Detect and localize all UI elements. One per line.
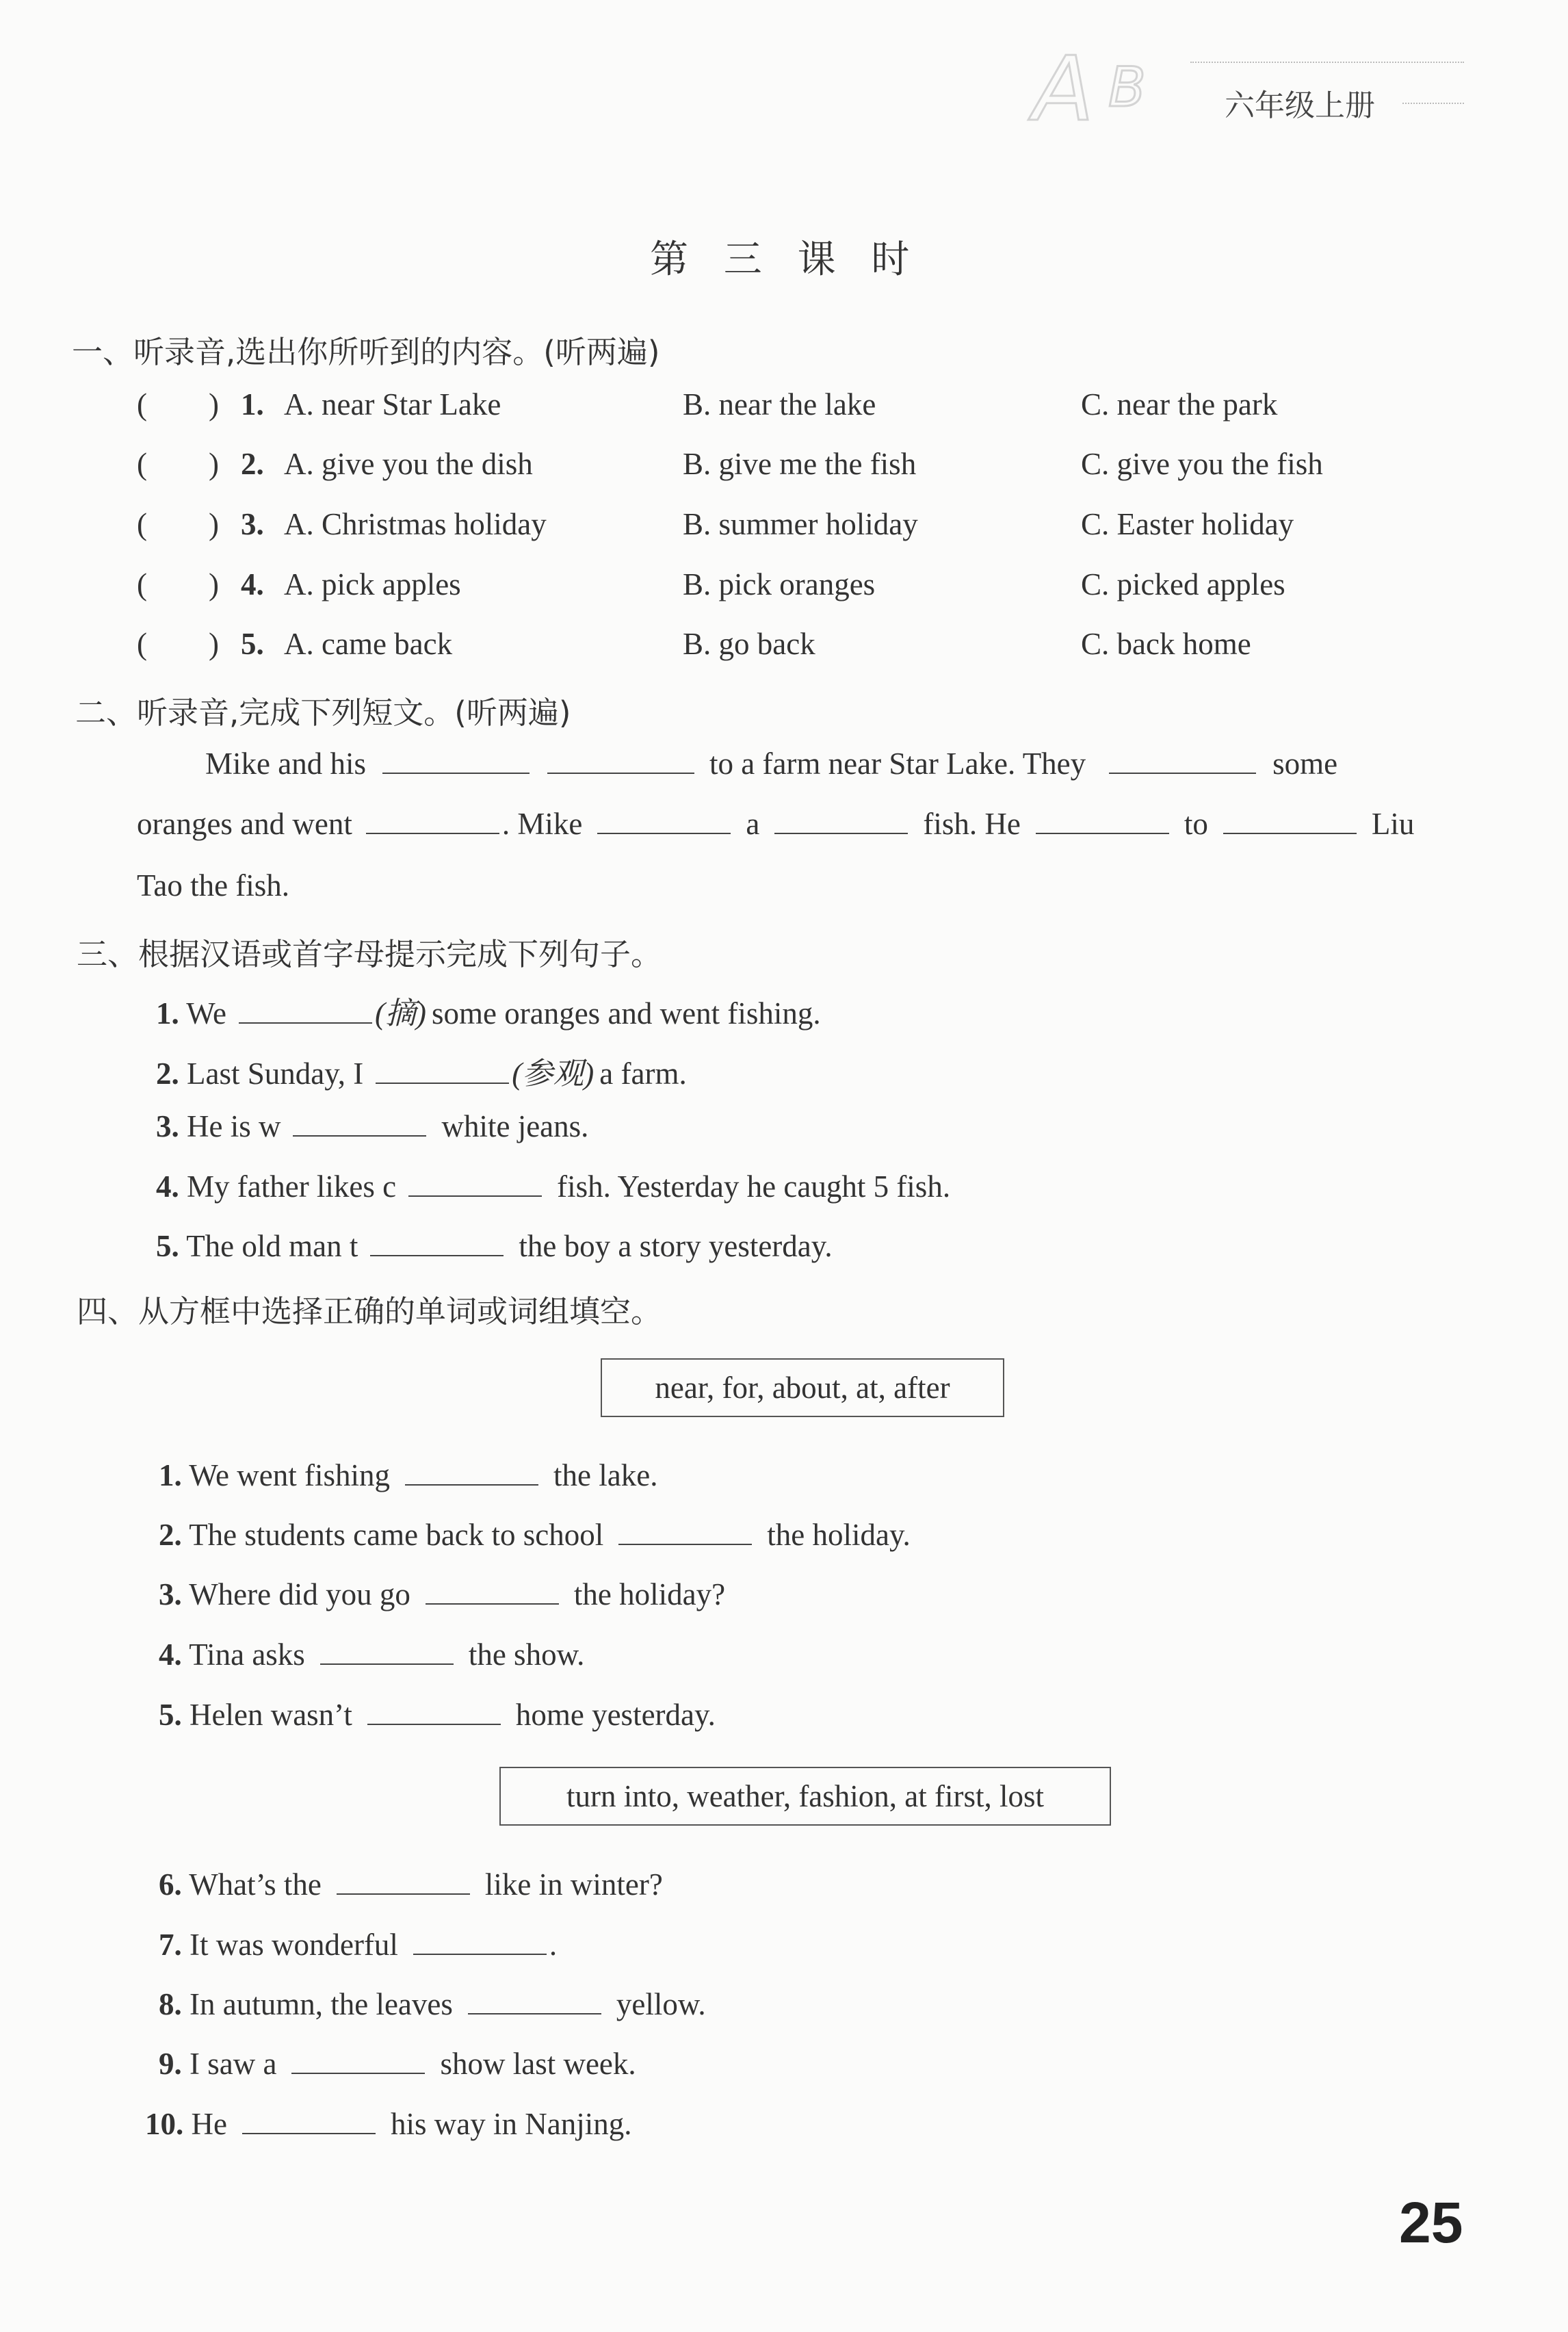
item-number: 5. bbox=[241, 627, 264, 661]
item-number: 9. bbox=[159, 2047, 182, 2081]
answer-paren-open: ( bbox=[137, 567, 147, 601]
sentence-text: Helen wasn’t bbox=[190, 1698, 352, 1732]
option-b[interactable]: B. pick oranges bbox=[683, 567, 876, 601]
answer-blank[interactable] bbox=[366, 832, 499, 834]
choice-row bbox=[137, 626, 1437, 667]
passage-text: oranges and went bbox=[137, 807, 352, 841]
item-number: 4. bbox=[156, 1169, 179, 1204]
option-b[interactable]: B. give me the fish bbox=[683, 447, 917, 481]
answer-blank[interactable] bbox=[774, 832, 908, 834]
item-number: 1. bbox=[159, 1458, 182, 1492]
answer-blank[interactable] bbox=[405, 1484, 538, 1486]
passage-text: to bbox=[1184, 807, 1208, 841]
answer-paren-close: ) bbox=[209, 387, 219, 422]
passage-text: fish. He bbox=[923, 807, 1021, 841]
sentence-text: We bbox=[186, 996, 227, 1031]
item-number: 6. bbox=[159, 1867, 182, 1902]
word-box-1: near, for, about, at, after bbox=[601, 1358, 1004, 1417]
header-rule-lower bbox=[1402, 103, 1464, 104]
option-c[interactable]: C. back home bbox=[1081, 627, 1251, 661]
answer-blank[interactable] bbox=[1109, 772, 1256, 774]
choice-row bbox=[137, 387, 1437, 428]
answer-paren-open: ( bbox=[137, 387, 147, 422]
item-number: 2. bbox=[156, 1057, 179, 1091]
item-number: 2. bbox=[241, 447, 264, 481]
word-box-2: turn into, weather, fashion, at first, lost bbox=[499, 1767, 1111, 1826]
sentence-text: It was wonderful bbox=[190, 1928, 398, 1962]
option-a[interactable]: A. pick apples bbox=[284, 567, 461, 601]
answer-blank[interactable] bbox=[367, 1723, 501, 1725]
option-a[interactable]: A. near Star Lake bbox=[284, 387, 501, 422]
item-number: 4. bbox=[241, 567, 264, 601]
section2-heading: 二、听录音,完成下列短文。(听两遍) bbox=[75, 695, 571, 731]
item-number: 5. bbox=[159, 1698, 182, 1732]
sentence-row bbox=[156, 1048, 687, 1093]
svg-text:B: B bbox=[1108, 55, 1146, 119]
answer-paren-open: ( bbox=[137, 627, 147, 661]
item-number: 3. bbox=[241, 507, 264, 541]
passage-line-3: Tao the fish. bbox=[137, 868, 290, 903]
passage-text: Liu bbox=[1371, 807, 1415, 841]
sentence-text: a farm. bbox=[599, 1057, 687, 1091]
item-number: 5. bbox=[156, 1229, 179, 1263]
sentence-row bbox=[156, 1109, 588, 1144]
sentence-text: like in winter? bbox=[484, 1867, 663, 1902]
sentence-text: fish. Yesterday he caught 5 fish. bbox=[557, 1169, 951, 1204]
sentence-text: show last week. bbox=[440, 2047, 636, 2081]
sentence-text: The students came back to school bbox=[189, 1518, 604, 1552]
fill-row bbox=[159, 1927, 557, 1962]
sentence-text: He is w bbox=[187, 1109, 281, 1143]
option-c[interactable]: C. picked apples bbox=[1081, 567, 1285, 601]
svg-text:A: A bbox=[1033, 41, 1094, 130]
sentence-row bbox=[156, 988, 821, 1033]
fill-row bbox=[159, 1458, 657, 1493]
answer-blank[interactable] bbox=[239, 1022, 372, 1024]
fill-row bbox=[145, 2106, 631, 2142]
chinese-hint: (摘) bbox=[375, 996, 427, 1031]
answer-blank[interactable] bbox=[376, 1082, 509, 1084]
sentence-text: What’s the bbox=[189, 1867, 322, 1902]
answer-slot[interactable] bbox=[157, 387, 198, 421]
choice-row bbox=[137, 446, 1437, 487]
sentence-text: The old man t bbox=[186, 1229, 358, 1263]
sentence-text: the holiday? bbox=[573, 1577, 726, 1611]
passage-text: some bbox=[1272, 747, 1338, 781]
answer-blank[interactable] bbox=[1223, 832, 1357, 834]
answer-blank[interactable] bbox=[337, 1893, 470, 1895]
sentence-text: Tina asks bbox=[189, 1637, 305, 1672]
passage-line-1 bbox=[205, 746, 1337, 781]
fill-row bbox=[159, 1986, 706, 2022]
fill-row bbox=[159, 1577, 725, 1612]
section3-heading: 三、根据汉语或首字母提示完成下列句子。 bbox=[77, 936, 662, 972]
answer-slot[interactable] bbox=[157, 506, 198, 541]
answer-blank[interactable] bbox=[547, 772, 694, 774]
answer-paren-close: ) bbox=[209, 447, 219, 481]
answer-slot[interactable] bbox=[157, 626, 198, 660]
item-number: 1. bbox=[156, 996, 179, 1031]
fill-row bbox=[159, 1867, 663, 1902]
item-number: 2. bbox=[159, 1518, 182, 1552]
passage-text: Mike and his bbox=[205, 747, 366, 781]
answer-blank[interactable] bbox=[1036, 832, 1169, 834]
answer-blank[interactable] bbox=[382, 772, 530, 774]
option-a[interactable]: A. came back bbox=[284, 627, 453, 661]
option-b[interactable]: B. near the lake bbox=[683, 387, 876, 422]
answer-blank[interactable] bbox=[426, 1603, 559, 1605]
sentence-text: home yesterday. bbox=[515, 1698, 716, 1732]
option-c[interactable]: C. Easter holiday bbox=[1081, 507, 1294, 541]
header-rule bbox=[1190, 62, 1464, 63]
sentence-row bbox=[156, 1228, 833, 1264]
item-number: 3. bbox=[156, 1109, 179, 1143]
answer-blank[interactable] bbox=[468, 2012, 601, 2014]
answer-slot[interactable] bbox=[157, 567, 198, 601]
item-number: 10. bbox=[145, 2107, 184, 2141]
sentence-text: In autumn, the leaves bbox=[190, 1987, 453, 2021]
passage-text: to a farm near Star Lake. They bbox=[709, 747, 1086, 781]
answer-blank[interactable] bbox=[597, 832, 731, 834]
lesson-title: 第 三 课 时 bbox=[650, 237, 914, 282]
answer-blank[interactable] bbox=[291, 2072, 425, 2074]
answer-blank[interactable] bbox=[618, 1543, 752, 1545]
item-number: 4. bbox=[159, 1637, 182, 1672]
sentence-text: the lake. bbox=[553, 1458, 658, 1492]
fill-row bbox=[159, 1697, 716, 1733]
sentence-text: We went fishing bbox=[189, 1458, 391, 1492]
grade-label: 六年级上册 bbox=[1225, 88, 1375, 123]
sentence-text: his way in Nanjing. bbox=[390, 2107, 632, 2141]
fill-row bbox=[159, 1637, 584, 1672]
answer-blank[interactable] bbox=[413, 1953, 547, 1955]
answer-paren-close: ) bbox=[209, 507, 219, 541]
fill-row bbox=[159, 1517, 911, 1553]
option-b[interactable]: B. summer holiday bbox=[683, 507, 918, 541]
fill-row bbox=[159, 2046, 636, 2082]
chinese-hint: (参观) bbox=[512, 1057, 594, 1091]
sentence-text: the show. bbox=[468, 1637, 585, 1672]
sentence-text: Last Sunday, I bbox=[187, 1057, 364, 1091]
sentence-text: Where did you go bbox=[189, 1577, 410, 1611]
item-number: 8. bbox=[159, 1987, 182, 2021]
answer-blank[interactable] bbox=[293, 1135, 426, 1137]
sentence-text: white jeans. bbox=[441, 1109, 589, 1143]
choice-row bbox=[137, 506, 1437, 547]
item-number: 7. bbox=[159, 1928, 182, 1962]
option-c[interactable]: C. near the park bbox=[1081, 387, 1278, 422]
sentence-text: the boy a story yesterday. bbox=[519, 1229, 833, 1263]
option-b[interactable]: B. go back bbox=[683, 627, 815, 661]
answer-blank[interactable] bbox=[242, 2132, 376, 2134]
section1-heading: 一、听录音,选出你所听到的内容。(听两遍) bbox=[72, 334, 660, 370]
sentence-text: the holiday. bbox=[767, 1518, 911, 1552]
answer-paren-open: ( bbox=[137, 507, 147, 541]
item-number: 1. bbox=[241, 387, 264, 422]
answer-blank[interactable] bbox=[320, 1663, 454, 1665]
section4-heading: 四、从方框中选择正确的单词或词组填空。 bbox=[77, 1293, 662, 1330]
answer-slot[interactable] bbox=[157, 446, 198, 480]
passage-text: . Mike bbox=[501, 807, 583, 841]
passage-text: a bbox=[746, 807, 760, 841]
option-a[interactable]: A. Christmas holiday bbox=[284, 507, 547, 541]
answer-blank[interactable] bbox=[408, 1195, 542, 1197]
option-a[interactable]: A. give you the dish bbox=[284, 447, 533, 481]
choice-row bbox=[137, 567, 1437, 608]
sentence-text: . bbox=[549, 1928, 558, 1962]
answer-blank[interactable] bbox=[370, 1254, 504, 1256]
option-c[interactable]: C. give you the fish bbox=[1081, 447, 1323, 481]
sentence-text: I saw a bbox=[190, 2047, 277, 2081]
item-number: 3. bbox=[159, 1577, 182, 1611]
answer-paren-close: ) bbox=[209, 627, 219, 661]
sentence-text: some oranges and went fishing. bbox=[432, 996, 821, 1031]
page-number: 25 bbox=[1399, 2190, 1463, 2255]
answer-paren-close: ) bbox=[209, 567, 219, 601]
passage-line-2 bbox=[137, 806, 1414, 842]
sentence-text: yellow. bbox=[616, 1987, 706, 2021]
answer-paren-open: ( bbox=[137, 447, 147, 481]
sentence-row bbox=[156, 1169, 950, 1204]
ab-logo bbox=[1026, 41, 1204, 130]
sentence-text: My father likes c bbox=[187, 1169, 397, 1204]
sentence-text: He bbox=[191, 2107, 227, 2141]
